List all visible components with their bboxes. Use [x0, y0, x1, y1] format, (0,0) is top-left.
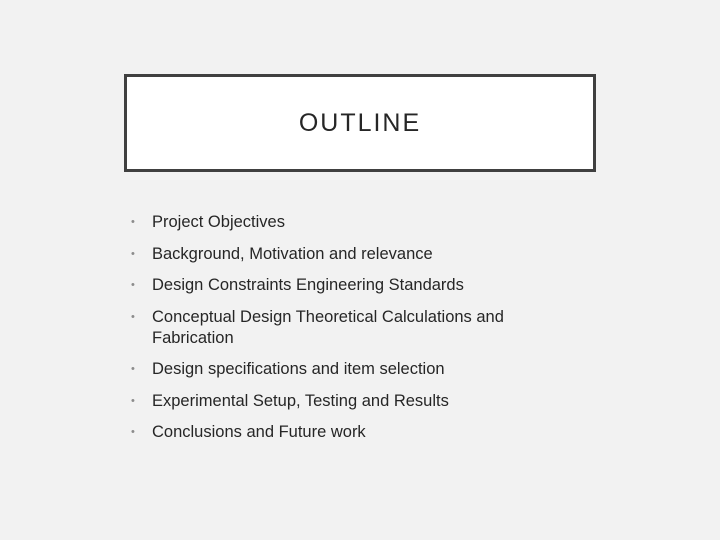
list-item-text: Experimental Setup, Testing and Results — [152, 391, 449, 410]
list-item — [131, 391, 571, 412]
list-item-text: Background, Motivation and relevance — [152, 244, 433, 263]
list-item — [131, 422, 571, 443]
list-item-text: Design specifications and item selection — [152, 360, 445, 378]
list-item-text: Conceptual Design Theoretical Calculations and Fabrication — [152, 307, 504, 347]
list-item-text: Project Objectives — [152, 213, 285, 231]
list-item — [131, 307, 571, 349]
bullet-icon: • — [131, 216, 135, 228]
list-item-text: Conclusions and Future work — [152, 423, 366, 441]
list-item — [131, 244, 571, 265]
bullet-icon: • — [131, 363, 135, 375]
outline-list — [131, 212, 571, 454]
list-item — [131, 212, 571, 233]
bullet-icon: • — [131, 310, 135, 323]
title-box — [124, 74, 596, 172]
list-item — [131, 275, 571, 296]
bullet-icon: • — [131, 426, 135, 438]
slide-title: OUTLINE — [298, 108, 422, 137]
bullet-icon: • — [131, 279, 135, 291]
bullet-icon: • — [131, 394, 135, 407]
list-item-text: Design Constraints Engineering Standards — [152, 276, 464, 294]
list-item — [131, 359, 571, 380]
bullet-icon: • — [131, 247, 135, 260]
